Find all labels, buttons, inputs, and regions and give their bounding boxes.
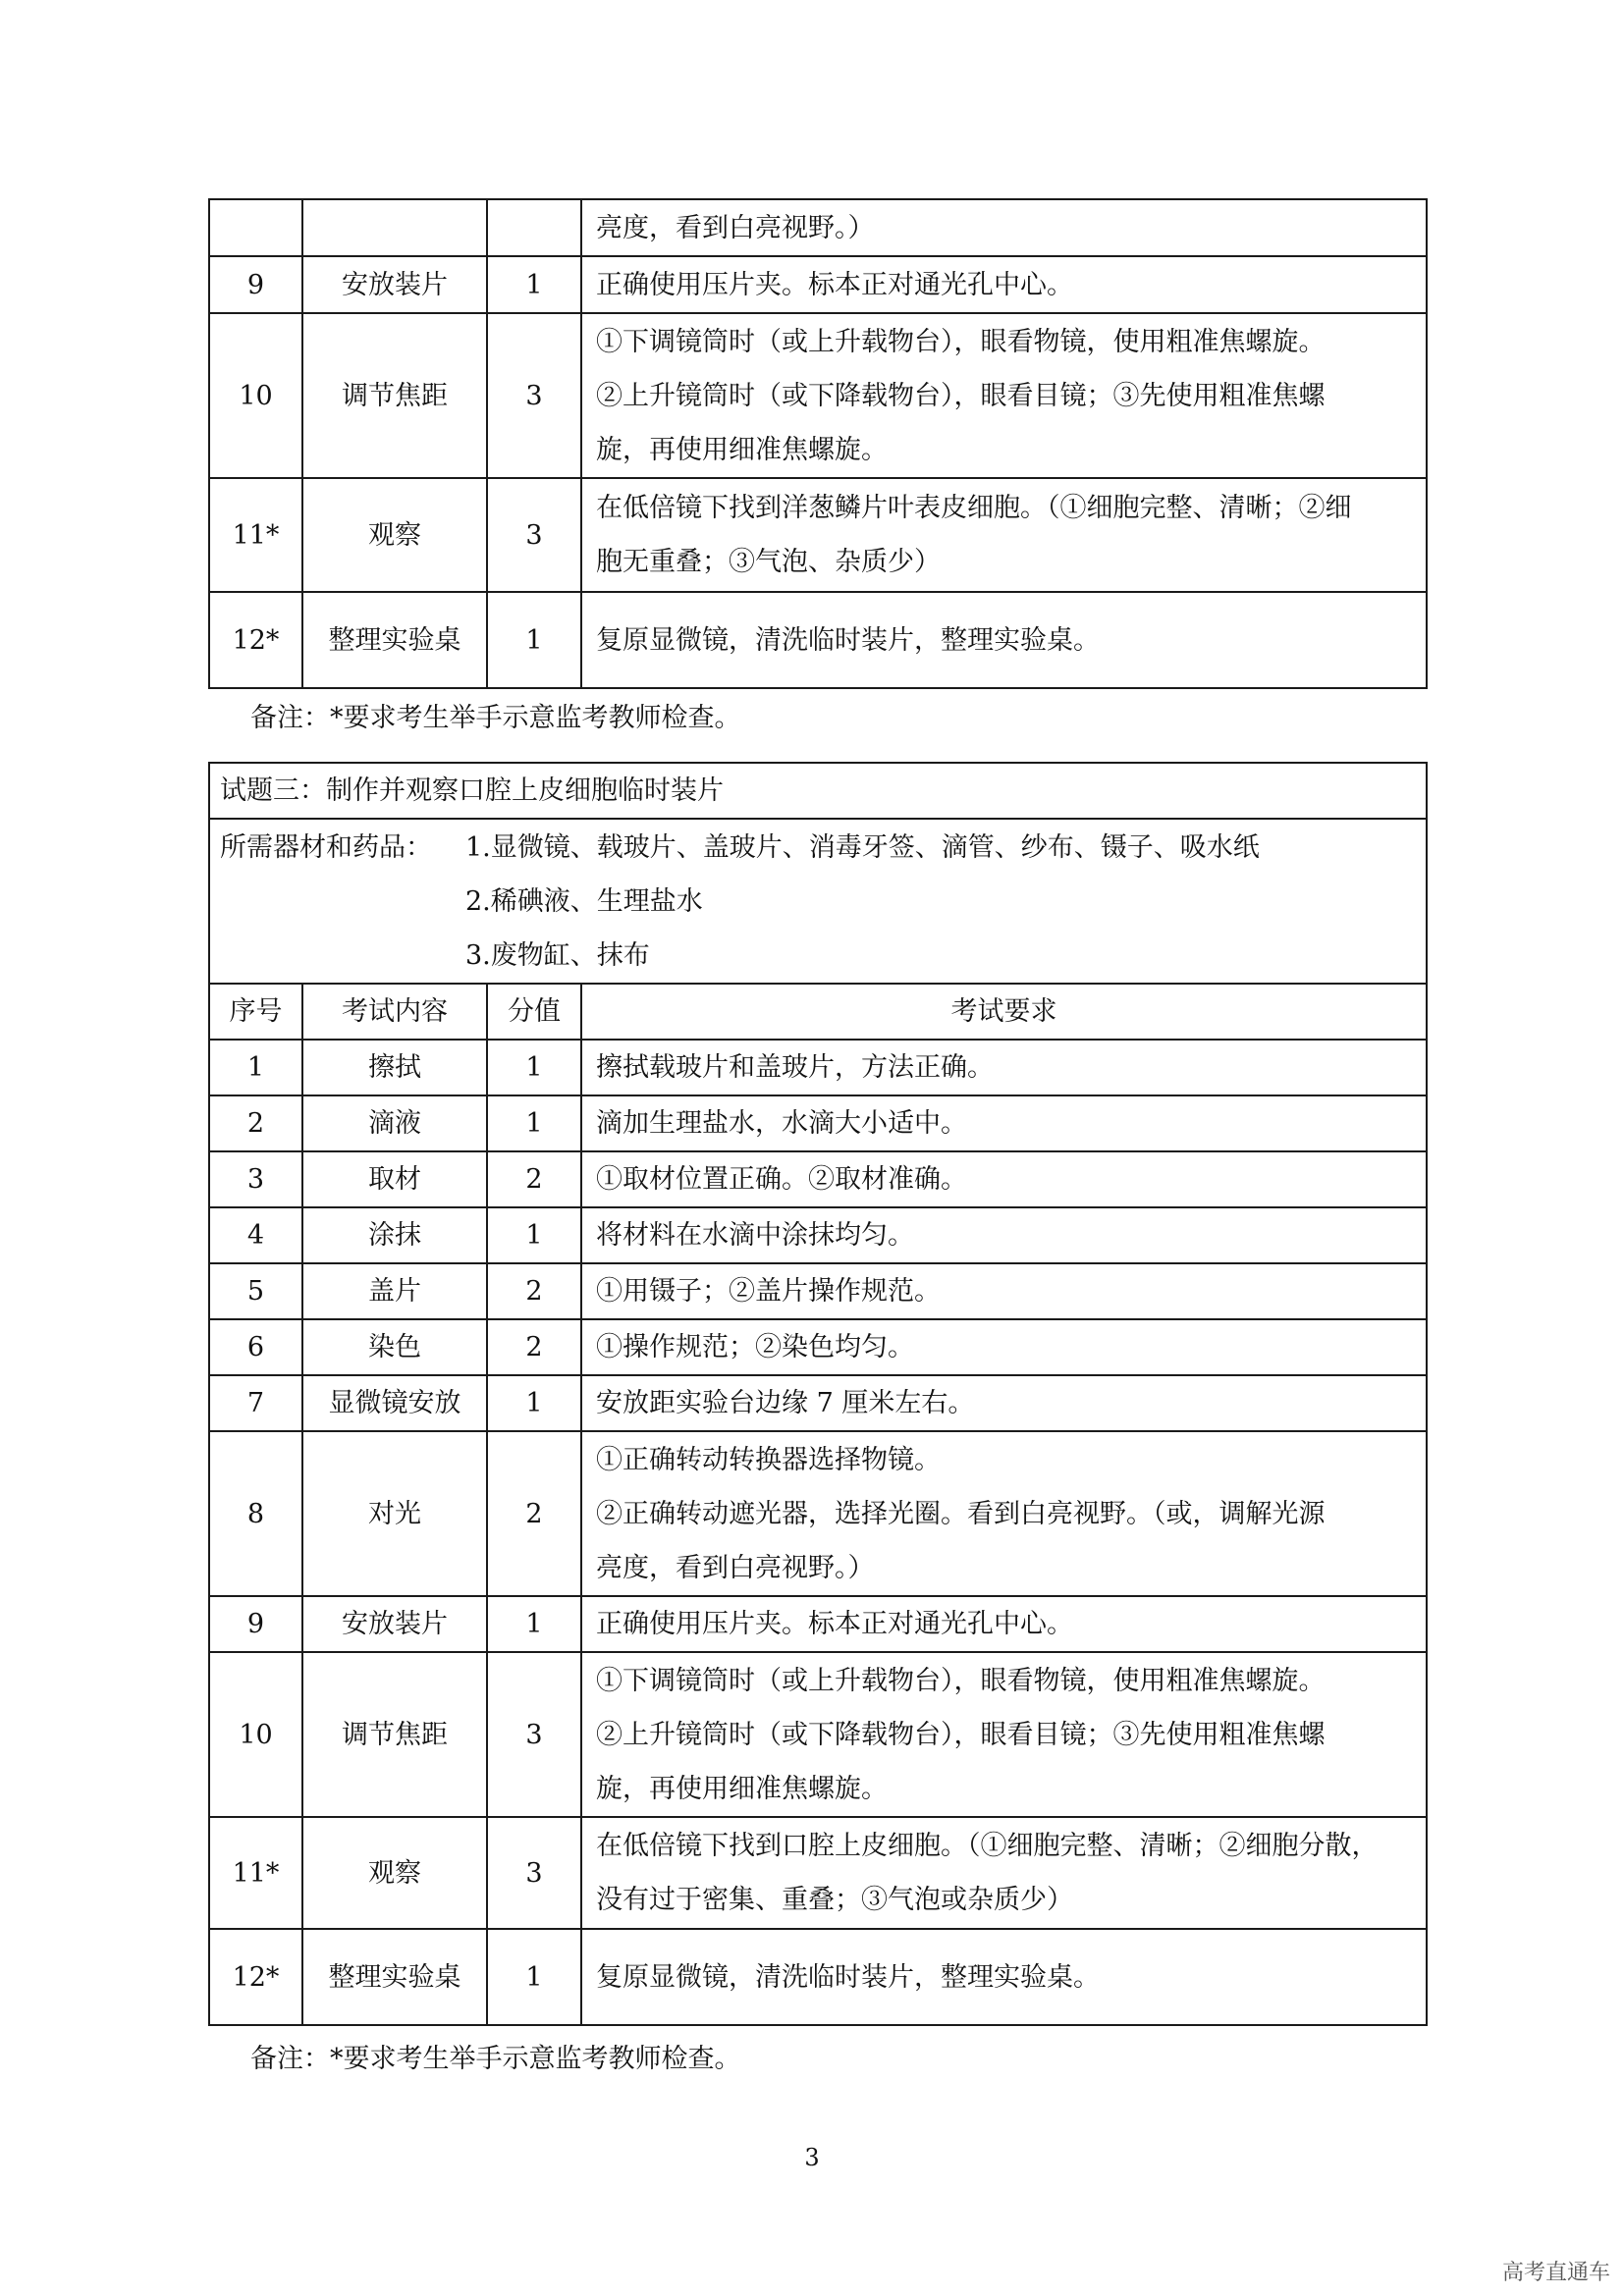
- requirement-line: ②正确转动遮光器，选择光圈。看到白亮视野。（或，调解光源: [596, 1498, 1326, 1529]
- cell-requirement: [581, 1817, 1427, 1929]
- cell-content: 对光: [302, 1431, 487, 1596]
- cell-requirement: 擦拭载玻片和盖玻片，方法正确。: [581, 1040, 1427, 1095]
- cell-score: 1: [487, 1040, 581, 1095]
- requirement-line: 没有过于密集、重叠；③气泡或杂质少）: [596, 1885, 1073, 1915]
- cell-score: 1: [487, 1375, 581, 1431]
- cell-score: 1: [487, 256, 581, 313]
- table-row: [209, 313, 1427, 478]
- materials-item: 3.废物缸、抹布: [465, 939, 650, 971]
- table-row: [209, 1375, 1427, 1431]
- cell-no: 12*: [209, 592, 302, 688]
- table-title-row: [209, 763, 1427, 819]
- requirement-line: 在低倍镜下找到口腔上皮细胞。（①细胞完整、清晰；②细胞分散，: [596, 1831, 1379, 1861]
- cell-content: 取材: [302, 1151, 487, 1207]
- cell-requirement: 正确使用压片夹。标本正对通光孔中心。: [581, 1596, 1427, 1652]
- cell-no: 10: [209, 313, 302, 478]
- exam-table-three: [208, 762, 1428, 2026]
- cell-content: [302, 199, 487, 256]
- cell-score: 3: [487, 313, 581, 478]
- exam-title: 试题三：制作并观察口腔上皮细胞临时装片: [209, 763, 1427, 819]
- header-requirement: 考试要求: [581, 984, 1427, 1040]
- table-row: [209, 1151, 1427, 1207]
- cell-content: 调节焦距: [302, 1652, 487, 1817]
- cell-requirement: 滴加生理盐水，水滴大小适中。: [581, 1095, 1427, 1151]
- cell-content: 显微镜安放: [302, 1375, 487, 1431]
- header-content: 考试内容: [302, 984, 487, 1040]
- cell-score: 2: [487, 1319, 581, 1375]
- cell-score: 3: [487, 1817, 581, 1929]
- table-row: [209, 256, 1427, 313]
- cell-requirement: [581, 1652, 1427, 1817]
- cell-score: 2: [487, 1263, 581, 1319]
- materials-cell: [209, 819, 1427, 984]
- cell-requirement: [581, 478, 1427, 592]
- cell-score: [487, 199, 581, 256]
- cell-requirement: 将材料在水滴中涂抹均匀。: [581, 1207, 1427, 1263]
- cell-score: 1: [487, 1929, 581, 2025]
- cell-score: 2: [487, 1431, 581, 1596]
- cell-requirement: ①取材位置正确。②取材准确。: [581, 1151, 1427, 1207]
- cell-content: 盖片: [302, 1263, 487, 1319]
- cell-requirement: 安放距实验台边缘 7 厘米左右。: [581, 1375, 1427, 1431]
- cell-content: 整理实验桌: [302, 1929, 487, 2025]
- cell-score: 3: [487, 478, 581, 592]
- requirement-line: 在低倍镜下找到洋葱鳞片叶表皮细胞。（①细胞完整、清晰；②细: [596, 493, 1352, 523]
- cell-content: 擦拭: [302, 1040, 487, 1095]
- cell-no: 4: [209, 1207, 302, 1263]
- materials-item: 1.显微镜、载玻片、盖玻片、消毒牙签、滴管、纱布、镊子、吸水纸: [465, 831, 1260, 863]
- cell-no: 12*: [209, 1929, 302, 2025]
- cell-score: 1: [487, 1207, 581, 1263]
- table-row: [209, 1040, 1427, 1095]
- table-row: [209, 1929, 1427, 2025]
- cell-requirement: 亮度，看到白亮视野。）: [581, 199, 1427, 256]
- table-row: [209, 199, 1427, 256]
- cell-score: 2: [487, 1151, 581, 1207]
- cell-score: 1: [487, 1596, 581, 1652]
- requirement-line: ①下调镜筒时（或上升载物台），眼看物镜，使用粗准焦螺旋。: [596, 1665, 1326, 1696]
- cell-no: 9: [209, 256, 302, 313]
- table-row: [209, 478, 1427, 592]
- table-row: [209, 1095, 1427, 1151]
- header-score: 分值: [487, 984, 581, 1040]
- requirement-line: ②上升镜筒时（或下降载物台），眼看目镜；③先使用粗准焦螺: [596, 1719, 1326, 1750]
- cell-requirement: ①操作规范；②染色均匀。: [581, 1319, 1427, 1375]
- table-note: 备注：*要求考生举手示意监考教师检查。: [250, 703, 741, 733]
- header-no: 序号: [209, 984, 302, 1040]
- table-note: 备注：*要求考生举手示意监考教师检查。: [250, 2044, 741, 2074]
- cell-requirement: ①用镊子；②盖片操作规范。: [581, 1263, 1427, 1319]
- table-row: [209, 1207, 1427, 1263]
- cell-score: 1: [487, 592, 581, 688]
- watermark: 高考直通车: [1501, 2261, 1610, 2285]
- table-row: [209, 1596, 1427, 1652]
- cell-no: 3: [209, 1151, 302, 1207]
- table-row: [209, 592, 1427, 688]
- cell-no: 9: [209, 1596, 302, 1652]
- cell-no: 1: [209, 1040, 302, 1095]
- cell-no: 8: [209, 1431, 302, 1596]
- cell-no: 2: [209, 1095, 302, 1151]
- cell-score: 1: [487, 1095, 581, 1151]
- table-row: [209, 1431, 1427, 1596]
- cell-requirement: [581, 1431, 1427, 1596]
- cell-content: 涂抹: [302, 1207, 487, 1263]
- table-header-row: [209, 984, 1427, 1040]
- cell-content: 安放装片: [302, 256, 487, 313]
- cell-content: 观察: [302, 1817, 487, 1929]
- cell-no: 5: [209, 1263, 302, 1319]
- materials-item: 2.稀碘液、生理盐水: [465, 885, 703, 917]
- cell-content: 整理实验桌: [302, 592, 487, 688]
- cell-content: 染色: [302, 1319, 487, 1375]
- page-number: 3: [804, 2144, 820, 2171]
- table-row: [209, 1652, 1427, 1817]
- requirement-line: 亮度，看到白亮视野。）: [596, 1552, 875, 1583]
- cell-content: 安放装片: [302, 1596, 487, 1652]
- materials-label: 所需器材和药品：: [220, 831, 432, 863]
- cell-no: 11*: [209, 1817, 302, 1929]
- cell-no: 6: [209, 1319, 302, 1375]
- requirement-line: 旋，再使用细准焦螺旋。: [596, 1773, 888, 1804]
- cell-no: 11*: [209, 478, 302, 592]
- cell-requirement: 正确使用压片夹。标本正对通光孔中心。: [581, 256, 1427, 313]
- requirement-line: 旋，再使用细准焦螺旋。: [596, 434, 888, 465]
- materials-row: [209, 819, 1427, 984]
- table-row: [209, 1319, 1427, 1375]
- cell-no: 7: [209, 1375, 302, 1431]
- cell-score: 3: [487, 1652, 581, 1817]
- cell-content: 观察: [302, 478, 487, 592]
- cell-no: [209, 199, 302, 256]
- cell-content: 滴液: [302, 1095, 487, 1151]
- cell-requirement: 复原显微镜，清洗临时装片，整理实验桌。: [581, 1929, 1427, 2025]
- requirement-line: ②上升镜筒时（或下降载物台），眼看目镜；③先使用粗准焦螺: [596, 380, 1326, 411]
- cell-no: 10: [209, 1652, 302, 1817]
- table-row: [209, 1263, 1427, 1319]
- cell-content: 调节焦距: [302, 313, 487, 478]
- cell-requirement: 复原显微镜，清洗临时装片，整理实验桌。: [581, 592, 1427, 688]
- requirement-line: ①下调镜筒时（或上升载物台），眼看物镜，使用粗准焦螺旋。: [596, 326, 1326, 357]
- cell-requirement: [581, 313, 1427, 478]
- exam-table-continued: [208, 198, 1428, 689]
- table-row: [209, 1817, 1427, 1929]
- requirement-line: ①正确转动转换器选择物镜。: [596, 1444, 941, 1475]
- requirement-line: 胞无重叠；③气泡、杂质少）: [596, 547, 941, 577]
